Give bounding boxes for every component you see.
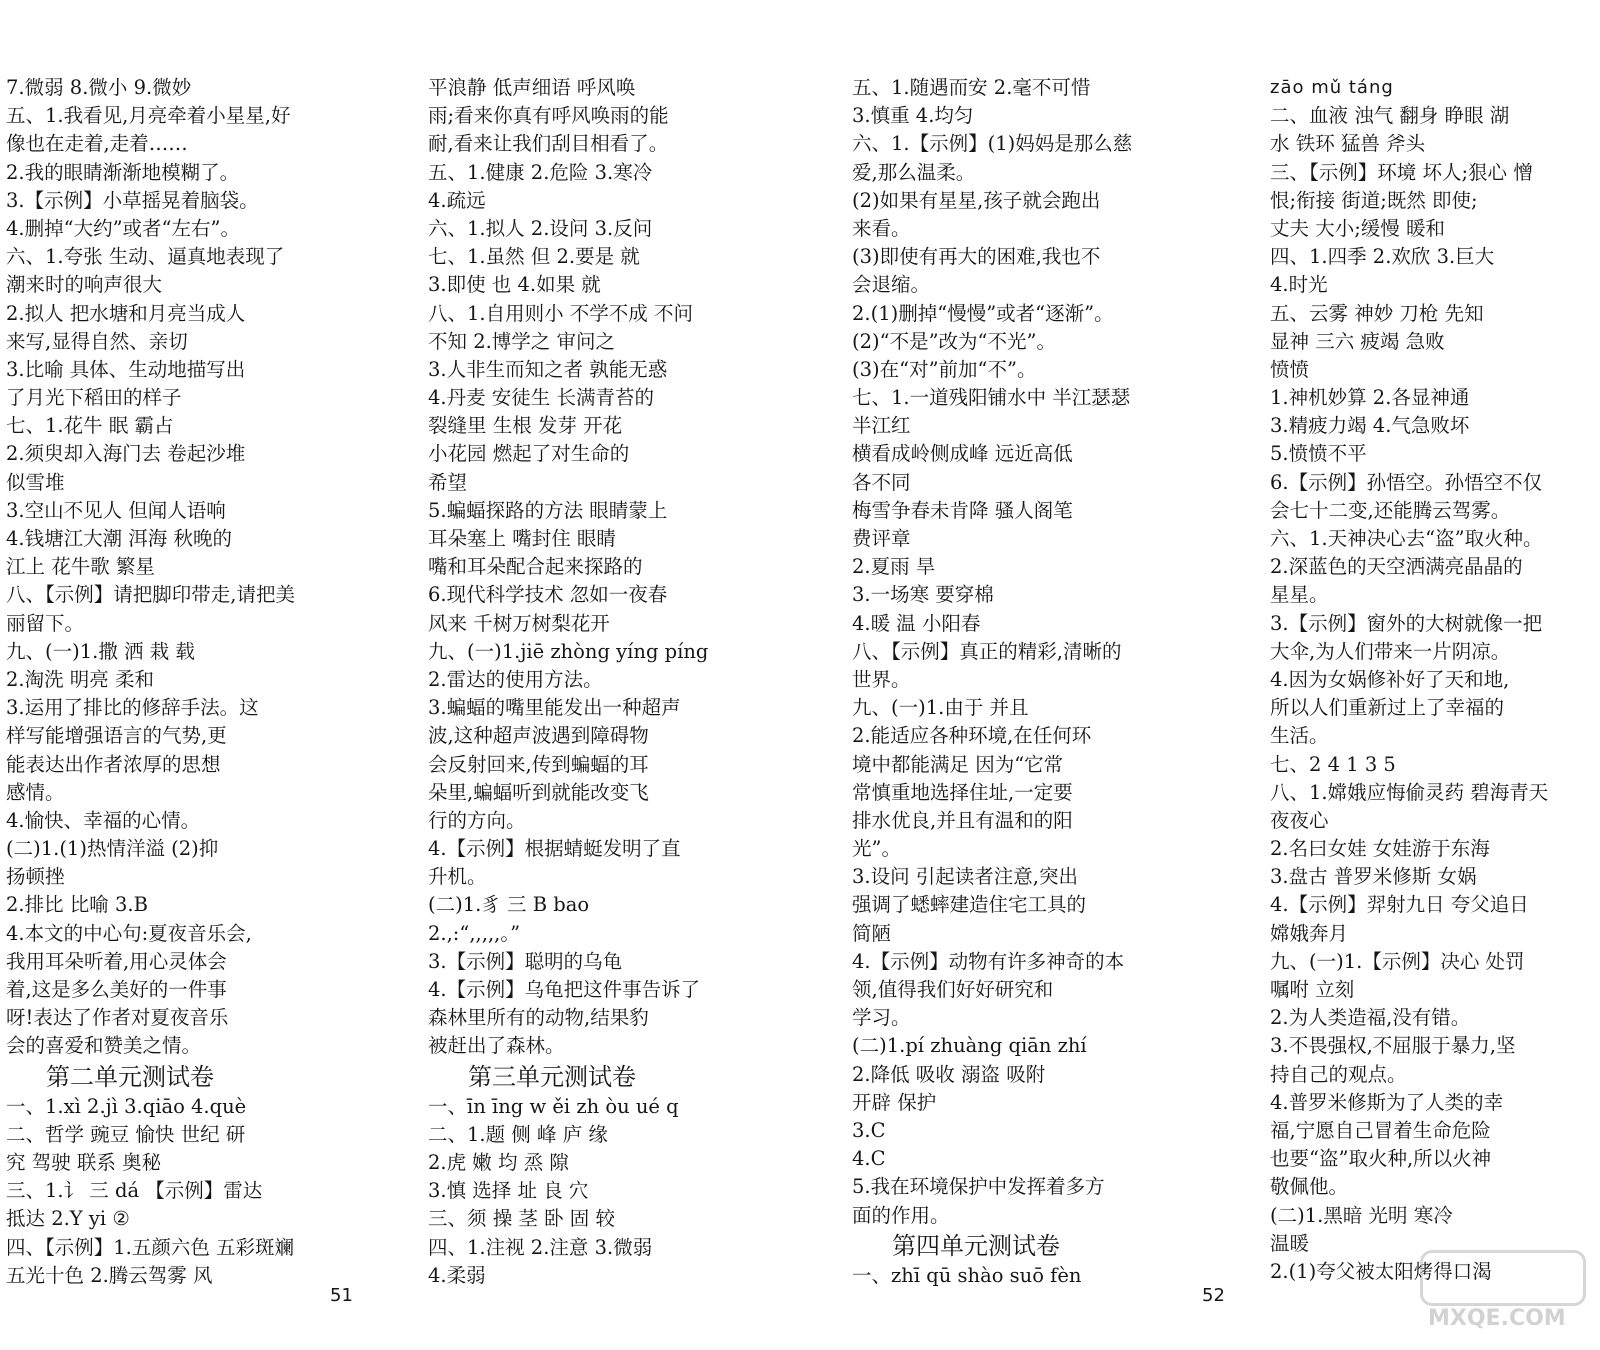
answer-line: 4.【示例】羿射九日 夸父追日 — [1270, 893, 1529, 917]
page-number-right: 52 — [1202, 1285, 1225, 1306]
answer-line: 面的作用。 — [852, 1203, 950, 1227]
answer-line: 夜夜心 — [1270, 808, 1329, 832]
answer-line: 2.为人类造福,没有错。 — [1270, 1006, 1471, 1030]
answer-line: 抵达 2.Y yi ② — [6, 1207, 130, 1231]
answer-line: 丈夫 大小;缓慢 暖和 — [1270, 216, 1445, 240]
answer-line: 开辟 保护 — [852, 1090, 937, 1114]
answer-line: 来写,显得自然、亲切 — [6, 329, 188, 353]
answer-line: 半江红 — [852, 414, 911, 438]
answer-line: 4.疏远 — [428, 188, 486, 212]
answer-line: 各不同 — [852, 470, 911, 494]
answer-column-3 — [852, 74, 1222, 1290]
answer-line: 五、1.健康 2.危险 3.寒冷 — [428, 160, 653, 184]
answer-line: 7.微弱 8.微小 9.微妙 — [6, 76, 192, 99]
answer-line: 2.降低 吸收 溺盗 吸附 — [852, 1062, 1046, 1086]
answer-line: 平浪静 低声细语 呼风唤 — [428, 76, 636, 99]
answer-line: 八、【示例】真正的精彩,清晰的 — [852, 639, 1122, 663]
watermark-text: MXQE.COM — [1428, 1306, 1566, 1331]
answer-line: 扬顿挫 — [6, 865, 65, 889]
answer-line: 愤愤 — [1270, 357, 1310, 381]
answer-line: 3.空山不见人 但闻人语响 — [6, 498, 226, 522]
answer-line: 3.蝙蝠的嘴里能发出一种超声 — [428, 696, 681, 720]
answer-line: 被赶出了森林。 — [428, 1034, 565, 1058]
section-title: 第二单元测试卷 — [46, 1062, 214, 1091]
answer-line: 4.愉快、幸福的心情。 — [6, 808, 201, 832]
answer-line: 七、1.虽然 但 2.要是 就 — [428, 245, 640, 269]
answer-line: 星星。 — [1270, 583, 1329, 607]
answer-line: 5.蝙蝠探路的方法 眼睛蒙上 — [428, 498, 668, 522]
answer-line: 究 驾驶 联系 奥秘 — [6, 1150, 162, 1174]
answer-line: 2.名曰女娃 女娃游于东海 — [1270, 837, 1490, 861]
answer-line: 会退缩。 — [852, 273, 931, 297]
section-title: 第三单元测试卷 — [468, 1062, 636, 1091]
answer-line: 2.,:“,,,,,。” — [428, 921, 521, 945]
answer-line: 朵里,蝙蝠听到就能改变飞 — [428, 780, 649, 804]
answer-line: 风来 千树万树梨花开 — [428, 611, 610, 635]
answer-line: 4.丹麦 安徒生 长满青苔的 — [428, 386, 655, 410]
answer-line: 一、īn īng w ěi zh òu ué q — [428, 1094, 679, 1118]
answer-line: (2)“不是”改为“不光”。 — [852, 329, 1056, 353]
answer-line: 九、(一)1.【示例】决心 处罚 — [1270, 949, 1525, 973]
answer-line: 境中都能满足 因为“它常 — [852, 752, 1064, 776]
answer-line: 六、1.【示例】(1)妈妈是那么慈 — [852, 132, 1133, 156]
answer-line: 小花园 燃起了对生命的 — [428, 442, 630, 466]
answer-line: 了月光下稻田的样子 — [6, 386, 182, 410]
answer-line: 会反射回来,传到蝙蝠的耳 — [428, 752, 649, 776]
answer-line: 六、1.夸张 生动、逼真地表现了 — [6, 245, 285, 269]
answer-line: 升机。 — [428, 865, 487, 889]
answer-line: 梅雪争春未肯降 骚人阁笔 — [852, 498, 1073, 522]
answer-line: 横看成岭侧成峰 远近高低 — [852, 442, 1073, 466]
answer-line: 2.排比 比喻 3.B — [6, 893, 148, 917]
answer-line: 5.我在环境保护中发挥着多方 — [852, 1175, 1105, 1199]
answer-line: 五、1.我看见,月亮牵着小星星,好 — [6, 104, 291, 128]
answer-line: 四、【示例】1.五颜六色 五彩斑斓 — [6, 1235, 295, 1259]
answer-line: 2.须臾却入海门去 卷起沙堆 — [6, 442, 246, 466]
answer-line: 恨;衔接 街道;既然 即使; — [1270, 188, 1478, 212]
answer-line: 不知 2.博学之 审问之 — [428, 329, 616, 353]
answer-line: 福,宁愿自己冒着生命危险 — [1270, 1118, 1491, 1142]
answer-line: 森林里所有的动物,结果豹 — [428, 1006, 649, 1030]
answer-line: 3.【示例】小草摇晃着脑袋。 — [6, 188, 259, 212]
answer-column-1 — [6, 74, 376, 1290]
answer-line: 常慎重地选择住址,一定要 — [852, 780, 1073, 804]
answer-line: 6.现代科学技术 忽如一夜春 — [428, 583, 668, 607]
answer-line: 4.普罗米修斯为了人类的幸 — [1270, 1090, 1504, 1114]
answer-line: 潮来时的响声很大 — [6, 273, 163, 297]
answer-line: 像也在走着,走着…… — [6, 132, 188, 156]
answer-line: 四、1.注视 2.注意 3.微弱 — [428, 1235, 653, 1259]
answer-line: 二、1.题 侧 峰 庐 缘 — [428, 1122, 608, 1146]
answer-line: 能表达出作者浓厚的思想 — [6, 752, 221, 776]
answer-line: 七、1.一道残阳铺水中 半江瑟瑟 — [852, 386, 1131, 410]
answer-line: 显神 三六 疲竭 急败 — [1270, 329, 1445, 353]
answer-line: 3.盘古 普罗米修斯 女娲 — [1270, 865, 1477, 889]
answer-line: 3.即使 也 4.如果 就 — [428, 273, 601, 297]
answer-line: 样写能增强语言的气势,更 — [6, 724, 227, 748]
answer-line: 3.C — [852, 1118, 886, 1142]
answer-line: 2.(1)删掉“慢慢”或者“逐渐”。 — [852, 301, 1114, 325]
answer-line: 耐,看来让我们刮目相看了。 — [428, 132, 669, 156]
answer-line: 七、2 4 1 3 5 — [1270, 752, 1396, 776]
answer-line: (二)1.豸 三 B bao — [428, 893, 590, 917]
answer-line: 九、(一)1.由于 并且 — [852, 696, 1029, 720]
answer-line: 4.柔弱 — [428, 1263, 486, 1287]
answer-line: (2)如果有星星,孩子就会跑出 — [852, 188, 1101, 212]
answer-line: 一、zhī qū shào suō fèn — [852, 1263, 1082, 1287]
answer-line: 2.能适应各种环境,在任何环 — [852, 724, 1092, 748]
answer-line: (3)在“对”前加“不”。 — [852, 357, 1037, 381]
answer-line: 嫦娥奔月 — [1270, 921, 1349, 945]
answer-line: 来看。 — [852, 216, 911, 240]
answer-line: 世界。 — [852, 667, 911, 691]
answer-line: 五、1.随遇而安 2.毫不可惜 — [852, 76, 1091, 99]
answer-line: 八、1.自用则小 不学不成 不问 — [428, 301, 694, 325]
answer-line: 2.雷达的使用方法。 — [428, 667, 603, 691]
answer-line: 3.不畏强权,不屈服于暴力,坚 — [1270, 1034, 1516, 1058]
answer-line: 5.愤愤不平 — [1270, 442, 1367, 466]
answer-line: 3.设问 引起读者注意,突出 — [852, 865, 1079, 889]
answer-line: 强调了蟋蟀建造住宅工具的 — [852, 893, 1087, 917]
answer-line: 2.我的眼睛渐渐地模糊了。 — [6, 160, 240, 184]
answer-line: 3.人非生而知之者 孰能无惑 — [428, 357, 668, 381]
answer-line: 也要“盗”取火种,所以火神 — [1270, 1147, 1492, 1171]
answer-line: 希望 — [428, 470, 468, 494]
answer-line: 2.夏雨 旱 — [852, 555, 936, 579]
answer-line: 持自己的观点。 — [1270, 1062, 1407, 1086]
answer-line: 3.慎 选择 址 良 穴 — [428, 1179, 589, 1203]
answer-line: 生活。 — [1270, 724, 1329, 748]
page-number-left: 51 — [330, 1285, 353, 1306]
answer-line: 七、1.花牛 眠 霸占 — [6, 414, 174, 438]
answer-line: 4.删掉“大约”或者“左右”。 — [6, 216, 240, 240]
answer-line: 温暖 — [1270, 1231, 1310, 1255]
watermark-logo — [1420, 1250, 1590, 1340]
answer-line: 会的喜爱和赞美之情。 — [6, 1034, 202, 1058]
answer-line: 光”。 — [852, 837, 901, 861]
answer-line: 似雪堆 — [6, 470, 65, 494]
answer-line: 2.深蓝色的天空洒满亮晶晶的 — [1270, 555, 1523, 579]
answer-line: 排水优良,并且有温和的阳 — [852, 808, 1073, 832]
answer-line: 费评章 — [852, 527, 911, 550]
answer-line: 4.【示例】乌龟把这件事告诉了 — [428, 978, 701, 1001]
answer-line: 江上 花牛歌 繁星 — [6, 555, 155, 579]
answer-line: 嘴和耳朵配合起来探路的 — [428, 555, 643, 579]
answer-line: 领,值得我们好好研究和 — [852, 978, 1054, 1001]
answer-line: 3.比喻 具体、生动地描写出 — [6, 357, 246, 381]
answer-line: 六、1.天神决心去“盗”取火种。 — [1270, 527, 1543, 550]
answer-line: 4.钱塘江大潮 洱海 秋晚的 — [6, 527, 233, 550]
answer-line: (二)1.黑暗 光明 寒冷 — [1270, 1203, 1453, 1227]
answer-line: 二、哲学 豌豆 愉快 世纪 研 — [6, 1122, 246, 1146]
answer-line: 九、(一)1.撒 洒 栽 载 — [6, 639, 195, 663]
answer-line: 呀!表达了作者对夏夜音乐 — [6, 1006, 229, 1030]
answer-line: 2.淘洗 明亮 柔和 — [6, 667, 155, 691]
answer-line: 2.虎 嫩 均 烝 隙 — [428, 1150, 569, 1174]
answer-line: 学习。 — [852, 1006, 911, 1030]
answer-line: 水 铁环 猛兽 斧头 — [1270, 132, 1426, 156]
answer-line: (二)1.(1)热情洋溢 (2)抑 — [6, 837, 219, 861]
answer-line: 五、云雾 神妙 刀枪 先知 — [1270, 301, 1484, 325]
answer-line: 着,这是多么美好的一件事 — [6, 978, 227, 1001]
answer-line: 耳朵塞上 嘴封住 眼睛 — [428, 527, 616, 550]
answer-line: 6.【示例】孙悟空。孙悟空不仅 — [1270, 470, 1543, 494]
answer-line: 2.(1)夸父被太阳烤得口渴 — [1270, 1259, 1492, 1283]
answer-line: (3)即使有再大的困难,我也不 — [852, 245, 1101, 269]
answer-line: 爱,那么温柔。 — [852, 160, 976, 184]
answer-line: 八、1.嫦娥应悔偷灵药 碧海青天 — [1270, 780, 1549, 804]
answer-line: 2.拟人 把水塘和月亮当成人 — [6, 301, 246, 325]
answer-line: 波,这种超声波遇到障碍物 — [428, 724, 649, 748]
answer-line: 4.因为女娲修补好了天和地, — [1270, 667, 1510, 691]
answer-line: 3.【示例】窗外的大树就像一把 — [1270, 611, 1543, 635]
answer-line: 4.【示例】动物有许多神奇的本 — [852, 949, 1125, 973]
answer-line: 3.运用了排比的修辞手法。这 — [6, 696, 259, 720]
answer-line: 我用耳朵听着,用心灵体会 — [6, 949, 227, 973]
answer-line: 所以人们重新过上了幸福的 — [1270, 696, 1505, 720]
answer-line: 简陋 — [852, 921, 892, 945]
answer-line: 六、1.拟人 2.设问 3.反问 — [428, 216, 653, 240]
answer-line: 一、1.xì 2.jì 3.qiāo 4.què — [6, 1094, 247, 1118]
answer-column-4 — [1270, 74, 1598, 1286]
answer-line: 三、须 操 茎 卧 固 较 — [428, 1207, 615, 1231]
answer-line: 4.【示例】根据蜻蜓发明了直 — [428, 837, 681, 861]
answer-line: 八、【示例】请把脚印带走,请把美 — [6, 583, 295, 607]
section-title: 第四单元测试卷 — [892, 1231, 1060, 1260]
answer-column-2 — [428, 74, 798, 1290]
watermark-badge-icon — [1420, 1250, 1586, 1306]
answer-line: 敬佩他。 — [1270, 1175, 1349, 1199]
answer-line: 丽留下。 — [6, 611, 85, 635]
answer-line: 裂缝里 生根 发芽 开花 — [428, 414, 623, 438]
answer-line: 雨;看来你真有呼风唤雨的能 — [428, 104, 669, 128]
answer-line: 4.暖 温 小阳春 — [852, 611, 981, 635]
answer-line: 4.C — [852, 1147, 886, 1171]
answer-line: 感情。 — [6, 780, 65, 804]
answer-line: 二、血液 浊气 翻身 睁眼 湖 — [1270, 104, 1510, 128]
answer-line: 会七十二变,还能腾云驾雾。 — [1270, 498, 1511, 522]
answer-line: 四、1.四季 2.欢欣 3.巨大 — [1270, 245, 1495, 269]
answer-line: 3.精疲力竭 4.气急败坏 — [1270, 414, 1470, 438]
answer-line: (二)1.pí zhuàng qiān zhí — [852, 1034, 1087, 1058]
answer-line: 大伞,为人们带来一片阴凉。 — [1270, 639, 1511, 663]
answer-line: 嘱咐 立刻 — [1270, 978, 1355, 1001]
answer-line: 行的方向。 — [428, 808, 526, 832]
answer-line: 五光十色 2.腾云驾雾 风 — [6, 1263, 213, 1287]
answer-line: 4.时光 — [1270, 273, 1328, 297]
answer-line: 1.神机妙算 2.各显神通 — [1270, 386, 1470, 410]
answer-line: 三、【示例】环境 坏人;狠心 憎 — [1270, 160, 1533, 184]
answer-line: 3.一场寒 要穿棉 — [852, 583, 994, 607]
answer-line: 4.本文的中心句:夏夜音乐会, — [6, 921, 252, 945]
answer-line: 3.【示例】聪明的乌龟 — [428, 949, 623, 973]
answer-line: 三、1.讠 三 dá 【示例】雷达 — [6, 1179, 263, 1203]
answer-line: zāo mǔ táng — [1270, 77, 1394, 98]
answer-line: 九、(一)1.jiē zhòng yíng píng — [428, 639, 709, 663]
answer-line: 3.慎重 4.均匀 — [852, 104, 974, 128]
